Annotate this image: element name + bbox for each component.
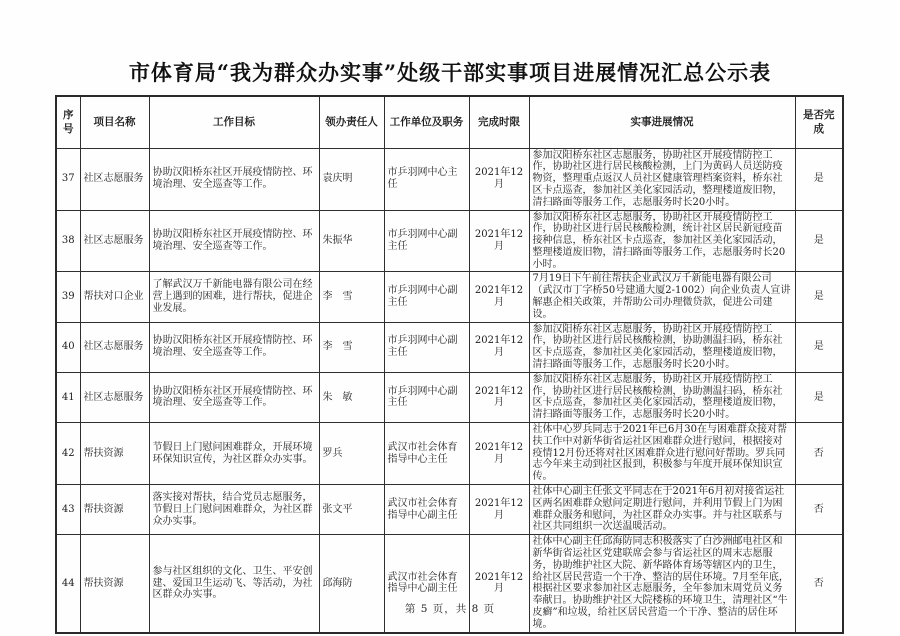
cell-progress: 参加汉阳桥东社区志愿服务，协助社区开展疫情防控工作，协助社区进行居民核酸检测，上门为黄码人员送防疫物资，整理重点返汉人员社区健康管理档案资料，桥东社区卡点巡查，参加社区美化家园活动，整理楼道废旧物，清扫路面等服务工作，志愿服务时长20小时。 [529,148,795,210]
cell-person: 邱海防 [319,535,384,633]
cell-done: 否 [795,485,843,535]
cell-unit: 市乒羽网中心主任 [384,148,469,210]
column-header-progress: 实事进展情况 [529,96,795,148]
cell-person: 袁庆明 [319,148,384,210]
cell-deadline: 2021年12月 [469,272,529,322]
cell-unit: 市乒羽网中心副主任 [384,372,469,422]
cell-deadline: 2021年12月 [469,210,529,272]
cell-unit: 市乒羽网中心副主任 [384,272,469,322]
cell-done: 否 [795,535,843,633]
cell-progress: 参加汉阳桥东社区志愿服务，协助社区开展疫情防控工作，协助社区进行居民核酸检测，统计社区居民新冠疫苗接种信息，桥东社区卡点巡查，参加社区美化家园活动，整理楼道废旧物，清扫路面等服务工作，志愿服务时长20小时。 [529,210,795,272]
table-row [56,485,843,535]
cell-person: 罗兵 [319,423,384,485]
cell-done: 是 [795,272,843,322]
cell-person: 朱振华 [319,210,384,272]
column-header-no: 序号 [56,96,80,148]
cell-unit: 市乒羽网中心副主任 [384,210,469,272]
cell-goal: 参与社区组织的文化、卫生、平安创建、爱国卫生运动飞、等活动，为社区群众办实事。 [149,535,319,633]
cell-goal: 落实接对帮扶，结合党员志愿服务，节假日上门慰问困难群众，为社区群众办实事。 [149,485,319,535]
page-title: 市体育局“我为群众办实事”处级干部实事项目进展情况汇总公示表 [128,60,772,85]
table-row [56,272,843,322]
cell-no: 39 [56,272,80,322]
cell-no: 44 [56,535,80,633]
cell-project-name: 帮扶资源 [80,485,149,535]
cell-deadline: 2021年12月 [469,535,529,633]
table-row [56,535,843,633]
column-header-goal: 工作目标 [149,96,319,148]
cell-progress: 社体中心副主任张文平同志在于2021年6月初对接省运社区两名困难群众慰问定期进行慰问，并利用节假上门为困难群众服务和慰问，为社区群众办实事。并与社区联系与社区共同组织一次送温暖活动。 [529,485,795,535]
cell-goal: 协助汉阳桥东社区开展疫情防控、环境治理、安全巡查等工作。 [149,322,319,372]
cell-done: 是 [795,148,843,210]
cell-goal: 协助汉阳桥东社区开展疫情防控、环境治理、安全巡查等工作。 [149,210,319,272]
cell-goal: 节假日上门慰问困难群众，开展环境环保知识宣传，为社区群众办实事。 [149,423,319,485]
cell-deadline: 2021年12月 [469,423,529,485]
table-row [56,148,843,210]
cell-goal: 协助汉阳桥东社区开展疫情防控、环境治理、安全巡查等工作。 [149,148,319,210]
cell-done: 是 [795,372,843,422]
cell-person: 朱 敏 [319,372,384,422]
cell-no: 41 [56,372,80,422]
cell-progress: 社体中心罗兵同志于2021年已6月30在与困难群众接对帮扶工作中对新华街省运社区困难群众进行慰问，根据接对疫情12月份还将对社区困难群众进行慰问好帮助。罗兵同志今年来主动到社区报到，积极参与年度开展环保知识宣传。 [529,423,795,485]
cell-project-name: 帮扶资源 [80,423,149,485]
cell-person: 李 雪 [319,272,384,322]
cell-no: 38 [56,210,80,272]
cell-done: 是 [795,210,843,272]
table-row [56,372,843,422]
column-header-unit: 工作单位及职务 [384,96,469,148]
cell-no: 37 [56,148,80,210]
cell-project-name: 社区志愿服务 [80,322,149,372]
cell-unit: 市乒羽网中心副主任 [384,322,469,372]
cell-unit: 武汉市社会体育指导中心主任 [384,423,469,485]
table-row [56,322,843,372]
summary-table [55,95,844,634]
table-row [56,423,843,485]
column-header-person: 领办责任人 [319,96,384,148]
column-header-done: 是否完成 [795,96,843,148]
cell-unit: 武汉市社会体育指导中心副主任 [384,485,469,535]
cell-done: 是 [795,322,843,372]
cell-goal: 协助汉阳桥东社区开展疫情防控、环境治理、安全巡查等工作。 [149,372,319,422]
cell-project-name: 社区志愿服务 [80,372,149,422]
cell-progress: 参加汉阳桥东社区志愿服务，协助社区开展疫情防控工作，协助社区进行居民核酸检测，协助测温扫码，桥东社区卡点巡查，参加社区美化家园活动，整理楼道废旧物，清扫路面等服务工作，志愿服务时长20小时。 [529,372,795,422]
cell-project-name: 帮扶对口企业 [80,272,149,322]
cell-progress: 社体中心副主任邱海防同志积极落实了白沙洲邮电社区和新华街省运社区党建联席会参与省运社区的周末志愿服务，协助维护社区大院、新华路体育场等辖区内的卫生，给社区居民营造一个干净、整洁的居住环境。7月至年底，根据社区要求参加社区志愿服务，全年参加末周党员义务奉献日。协助维护社区大院楼栋的环境卫生，清理社区“牛皮癣”和垃圾，给社区居民营造一个干净、整洁的居住环境。 [529,535,795,633]
cell-no: 43 [56,485,80,535]
cell-deadline: 2021年12月 [469,322,529,372]
cell-deadline: 2021年12月 [469,485,529,535]
cell-goal: 了解武汉万千新能电器有限公司在经营上遇到的困难，进行帮扶，促进企业发展。 [149,272,319,322]
cell-project-name: 社区志愿服务 [80,148,149,210]
table-row [56,210,843,272]
cell-done: 否 [795,423,843,485]
cell-progress: 参加汉阳桥东社区志愿服务，协助社区开展疫情防控工作，协助社区进行居民核酸检测，协助测温扫码，桥东社区卡点巡查，参加社区美化家园活动，整理楼道废旧物，清扫路面等服务工作，志愿服务时长20小时。 [529,322,795,372]
cell-project-name: 帮扶资源 [80,535,149,633]
cell-deadline: 2021年12月 [469,148,529,210]
cell-person: 张文平 [319,485,384,535]
cell-no: 42 [56,423,80,485]
header-row [56,96,843,148]
cell-unit: 武汉市社会体育指导中心副主任 [384,535,469,633]
cell-person: 李 雪 [319,322,384,372]
cell-no: 40 [56,322,80,372]
cell-deadline: 2021年12月 [469,372,529,422]
page-footer: 第 5 页，共 8 页 [404,603,496,615]
cell-project-name: 社区志愿服务 [80,210,149,272]
column-header-deadline: 完成时限 [469,96,529,148]
column-header-project-name: 项目名称 [80,96,149,148]
cell-progress: 7月19日下午前往帮扶企业武汉万千新能电器有限公司（武汉市丁字桥50号建通大厦2-1002）向企业负责人宣讲解惠企相关政策，并帮助公司办理微贷款，促进公司建设。 [529,272,795,322]
